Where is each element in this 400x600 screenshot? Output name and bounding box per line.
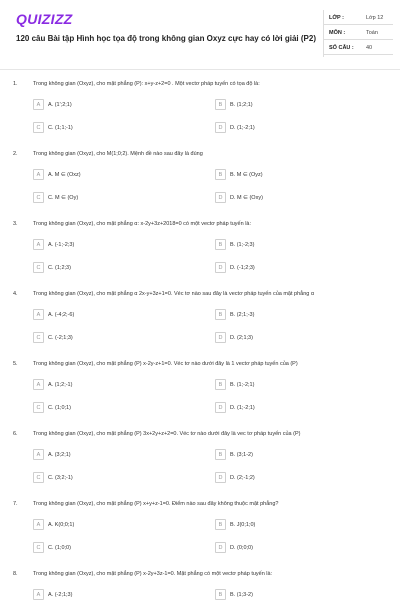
option-letter-box: D: [215, 472, 226, 483]
option-text: A. (-1;-2;3): [48, 241, 75, 248]
option-letter-box: C: [33, 192, 44, 203]
meta-value: 40: [366, 45, 373, 51]
answer-option-d[interactable]: [215, 332, 385, 343]
answer-option-b[interactable]: [215, 519, 385, 530]
answer-option-d[interactable]: [215, 122, 385, 133]
answer-option-c[interactable]: [33, 472, 203, 483]
option-text: D. (1;-2;1): [230, 124, 255, 131]
option-text: B. M ∈ (Oyz): [230, 171, 263, 178]
option-letter-box: A: [33, 519, 44, 530]
answer-option-c[interactable]: [33, 332, 203, 343]
option-letter-box: D: [215, 262, 226, 273]
answer-option-d[interactable]: [215, 192, 385, 203]
option-text: A. (-2;1;3): [48, 591, 73, 598]
question-text: Trong không gian (Oxyz), cho mặt phẳng (P) x+y+z-1=0. Điểm nào sau đây không thuộc mặt phẳng?: [33, 501, 279, 507]
answer-option-a[interactable]: [33, 379, 203, 390]
option-letter-box: A: [33, 449, 44, 460]
option-letter-box: C: [33, 402, 44, 413]
meta-row-subject: [323, 25, 393, 40]
question-number: 7.: [13, 501, 18, 507]
answer-option-a[interactable]: [33, 519, 203, 530]
option-text: A. M ∈ (Oxz): [48, 171, 81, 178]
question-text: Trong không gian (Oxyz), cho mặt phẳng α: x-2y+3z+2018=0 có một vectơ pháp tuyến là:: [33, 221, 251, 227]
option-letter-box: D: [215, 542, 226, 553]
option-text: B. J(0;1;0): [230, 521, 256, 528]
meta-table: [323, 10, 393, 55]
question-number: 2.: [13, 151, 18, 157]
question-text: Trong không gian (Oxyz), cho M(1;0;2). Mệnh đề nào sau đây là đúng: [33, 151, 203, 157]
option-text: D. (1;-2;1): [230, 404, 255, 411]
question-item: [0, 70, 400, 140]
answer-option-a[interactable]: [33, 99, 203, 110]
meta-label: LỚP :: [329, 15, 344, 21]
option-letter-box: A: [33, 589, 44, 600]
meta-row-count: [323, 40, 393, 55]
option-text: D. (2;1;3): [230, 334, 253, 341]
option-letter-box: C: [33, 332, 44, 343]
question-number: 1.: [13, 81, 18, 87]
answer-option-b[interactable]: [215, 379, 385, 390]
option-text: B. (1;-2;3): [230, 241, 255, 248]
answer-option-d[interactable]: [215, 542, 385, 553]
meta-row-class: [323, 10, 393, 25]
answer-option-c[interactable]: [33, 402, 203, 413]
option-letter-box: A: [33, 99, 44, 110]
meta-label: MÔN :: [329, 30, 346, 36]
quizizz-logo[interactable]: QUIZIZZ: [16, 11, 73, 27]
option-letter-box: B: [215, 379, 226, 390]
option-letter-box: C: [33, 542, 44, 553]
option-text: D. (0;0;0): [230, 544, 253, 551]
worksheet-title: 120 câu Bài tập Hình học tọa độ trong không gian Oxyz cực hay có lời giải (P2): [16, 34, 316, 43]
option-letter-box: A: [33, 239, 44, 250]
option-letter-box: B: [215, 589, 226, 600]
option-text: B. (3;1-2): [230, 451, 253, 458]
option-text: B. (1;3-2): [230, 591, 253, 598]
question-number: 6.: [13, 431, 18, 437]
option-letter-box: B: [215, 239, 226, 250]
option-text: D. (2;-1;2): [230, 474, 255, 481]
question-item: [0, 350, 400, 420]
question-text: Trong không gian (Oxyz), cho mặt phẳng α 2x-y+3z+1=0. Véc tơ nào sau đây là vectơ pháp tuyến của mặt phẳng α: [33, 291, 315, 297]
option-letter-box: D: [215, 332, 226, 343]
option-text: B. (2;1;-3): [230, 311, 255, 318]
answer-option-b[interactable]: [215, 449, 385, 460]
option-letter-box: C: [33, 262, 44, 273]
option-text: B. (1;2;1): [230, 101, 253, 108]
question-item: [0, 280, 400, 350]
option-letter-box: D: [215, 122, 226, 133]
option-letter-box: B: [215, 449, 226, 460]
option-text: C. (1;2;3): [48, 264, 71, 271]
answer-option-b[interactable]: [215, 309, 385, 320]
option-text: A. (3;2;1): [48, 451, 71, 458]
question-text: Trong không gian (Oxyz), cho mặt phẳng (P) x-2y-z+1=0. Véc tơ nào dưới đây là 1 vectơ pháp tuyến của (P): [33, 361, 298, 367]
option-letter-box: B: [215, 309, 226, 320]
question-text: Trong không gian (Oxyz), cho mặt phẳng (P): x+y-z+2=0 . Một vectơ pháp tuyến có tọa độ là:: [33, 81, 260, 87]
question-number: 3.: [13, 221, 18, 227]
answer-option-a[interactable]: [33, 309, 203, 320]
option-text: C. (1;0;1): [48, 404, 71, 411]
answer-option-d[interactable]: [215, 262, 385, 273]
answer-option-d[interactable]: [215, 402, 385, 413]
option-text: C. (1;1;-1): [48, 124, 73, 131]
option-text: D. (-1;2;3): [230, 264, 255, 271]
answer-option-a[interactable]: [33, 449, 203, 460]
option-text: A. (1';2;1): [48, 101, 72, 108]
option-letter-box: B: [215, 519, 226, 530]
question-item: [0, 210, 400, 280]
answer-option-b[interactable]: [215, 589, 385, 600]
question-number: 8.: [13, 571, 18, 577]
answer-option-c[interactable]: [33, 542, 203, 553]
option-letter-box: D: [215, 402, 226, 413]
question-item: [0, 560, 400, 600]
option-text: B. (1;-2;1): [230, 381, 255, 388]
option-letter-box: A: [33, 379, 44, 390]
option-text: C. (-2;1;3): [48, 334, 73, 341]
option-letter-box: B: [215, 169, 226, 180]
option-letter-box: C: [33, 472, 44, 483]
option-text: C. M ∈ (Oy): [48, 194, 79, 201]
question-number: 4.: [13, 291, 18, 297]
question-text: Trong không gian (Oxyz), cho mặt phẳng (P) x-2y+3z-1=0. Mặt phẳng có một vectơ pháp tuyến là:: [33, 571, 273, 577]
answer-option-a[interactable]: [33, 589, 203, 600]
question-item: [0, 420, 400, 490]
question-number: 5.: [13, 361, 18, 367]
answer-option-b[interactable]: [215, 239, 385, 250]
answer-option-d[interactable]: [215, 472, 385, 483]
answer-option-b[interactable]: [215, 99, 385, 110]
meta-value: Toán: [366, 30, 378, 36]
answer-option-a[interactable]: [33, 169, 203, 180]
question-item: [0, 140, 400, 210]
option-text: A. (1;2;-1): [48, 381, 73, 388]
question-item: [0, 490, 400, 560]
answer-option-c[interactable]: [33, 262, 203, 273]
answer-option-c[interactable]: [33, 122, 203, 133]
option-text: C. (3;2;-1): [48, 474, 73, 481]
option-letter-box: A: [33, 169, 44, 180]
worksheet-header: [0, 0, 400, 70]
answer-option-b[interactable]: [215, 169, 385, 180]
option-text: A. (-4;2;-6): [48, 311, 75, 318]
option-letter-box: C: [33, 122, 44, 133]
option-text: C. (1;0;0): [48, 544, 71, 551]
answer-option-c[interactable]: [33, 192, 203, 203]
option-letter-box: B: [215, 99, 226, 110]
meta-value: Lớp 12: [366, 15, 384, 21]
option-text: A. K(0;0;1): [48, 521, 75, 528]
answer-option-a[interactable]: [33, 239, 203, 250]
option-letter-box: D: [215, 192, 226, 203]
question-text: Trong không gian (Oxyz), cho mặt phẳng (P) 3x+2y+z+2=0. Véc tơ nào dưới đây là vec tơ pháp tuyến của (P): [33, 431, 301, 437]
question-list: [0, 70, 400, 600]
meta-label: SỐ CÂU :: [329, 45, 354, 51]
option-letter-box: A: [33, 309, 44, 320]
option-text: D. M ∈ (Oxy): [230, 194, 263, 201]
